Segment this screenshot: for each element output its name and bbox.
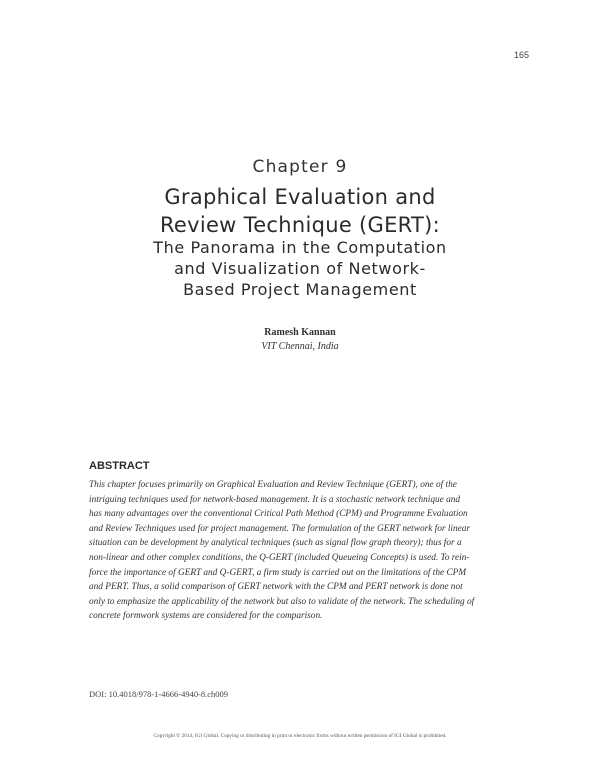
abstract-line: intriguing techniques used for network-based management. It is a stochastic network technique and: [89, 494, 461, 505]
copyright-notice: Copyright © 2014, IGI Global. Copying or distributing in print or electronic forms without written permission of IGI Global is prohibited.: [153, 733, 447, 739]
chapter-label: Chapter 9: [252, 157, 348, 177]
abstract-heading: ABSTRACT: [89, 460, 150, 472]
chapter-title: [0, 183, 600, 239]
abstract-line: situation can be development by analytical techniques (such as signal flow graph theory); thus for a: [89, 538, 462, 549]
doi: DOI: 10.4018/978-1-4666-4940-8.ch009: [89, 689, 229, 699]
abstract-line: and Review Techniques used for project management. The formulation of the GERT network for linear: [89, 523, 471, 534]
abstract-line: This chapter focuses primarily on Graphical Evaluation and Review Technique (GERT), one of the: [89, 480, 457, 490]
page-number: 165: [513, 50, 529, 60]
subtitle-line: and Visualization of Network-: [174, 259, 426, 278]
abstract-line: force the importance of GERT and Q-GERT, a firm study is carried out on the limitations of the CPM: [89, 567, 467, 578]
subtitle-line: The Panorama in the Computation: [153, 238, 447, 257]
subtitle-line: Based Project Management: [183, 280, 417, 299]
abstract-line: only to emphasize the applicability of the network but also to validate of the network. The scheduling of: [89, 596, 475, 607]
title-line: Review Technique (GERT):: [159, 213, 441, 237]
abstract-line: and PERT. Thus, a solid comparison of GERT network with the CPM and PERT network is done not: [89, 582, 463, 593]
title-line: Graphical Evaluation and: [164, 185, 436, 209]
abstract-body: [89, 478, 535, 624]
abstract-line: concrete formwork systems are considered for the comparison.: [89, 611, 323, 622]
chapter-subtitle: [0, 237, 600, 300]
author-name: Ramesh Kannan: [264, 327, 336, 338]
abstract-line: non-linear and other complex conditions, the Q-GERT (included Queueing Concepts) is used. To rein-: [89, 552, 470, 563]
abstract-line: has many advantages over the conventional Critical Path Method (CPM) and Programme Evaluation: [89, 509, 468, 520]
author-affiliation: VIT Chennai, India: [261, 341, 339, 352]
